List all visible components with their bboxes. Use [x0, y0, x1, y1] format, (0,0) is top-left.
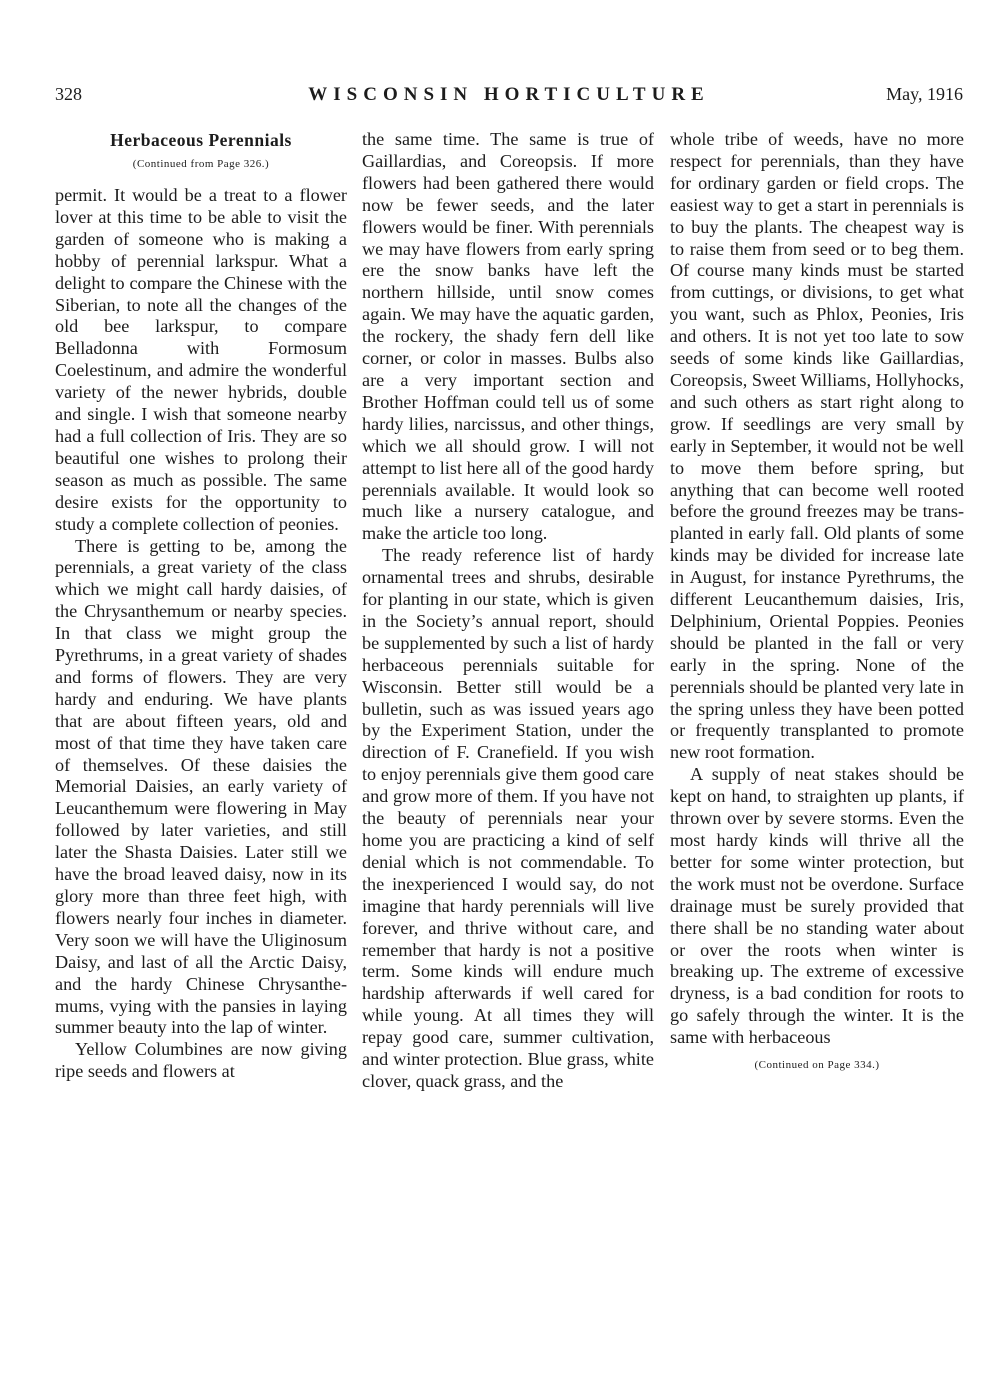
- article-title: Herbaceous Perennials: [110, 130, 292, 150]
- continued-from-note: (Continued from Page 326.): [132, 158, 270, 170]
- column-1: [55, 129, 347, 1083]
- paragraph: A supply of neat stakes should be kept on hand, to straighten up plants, if thrown over by severe storms. Even the most hardy kinds will thrive all the better for some winter protection, but the work must not be overdone. Surface drainage must be surely provided that there shall be no standing water about or over the roots when winter is breaking up. The extreme of excessive dryness, is a bad condition for roots to go safely through the winter. It is the same with herbaceous: [670, 764, 964, 1048]
- paragraph: There is getting to be, among the perennials, a great variety of the class which we might call hardy daisies, of the Chrysanthemum or nearby species. In that class we might group the Pyrethrums, in a great variety of shades and forms of flowers. They are very hardy and enduring. We have plants that are about fifteen years, old and most of that time they have taken care of themselves. Of these daisies the Memorial Daisies, an early variety of Leucanthemum were flowering in May followed by later varieties, and still later the Shasta Daisies. Later still we have the broad leaved daisy, now in its glory more than three feet high, with flowers nearly four inches in diameter. Very soon we will have the Uliginosum Daisy, and last of all the Arctic Daisy, and the hardy Chinese Chrysanthemums, vying with the pansies in laying summer beauty into the lap of winter.: [55, 535, 347, 1038]
- paragraph: The ready reference list of hardy ornamental trees and shrubs, desirable for planting in our state, which is given in the Society’s annual report, should be supplemented by such a list of hardy herbaceous perennials suitable for Wisconsin. Better still would be a bulletin, such as was issued years ago by the Experiment Station, under the direction of F. Cranefield. If you wish to enjoy perennials give them good care and grow more of them. If you have not the beauty of perennials near your home you are practicing a kind of self denial which is not commendable. To the inexperienced I would say, do not imagine that hardy perennials will live forever, and thrive without care, and remember that hardy is not a positive term. Some kinds will endure much hardship afterwards if well cared for while young. At all times they will repay good care, summer cultivation, and winter protection. Blue grass, white clover, quack grass, and the: [362, 545, 654, 1091]
- paragraph: permit. It would be a treat to a flower lover at this time to be able to visit the garden of someone who is making a hobby of perennial larkspur. What a delight to compare the Chinese with the Siberian, to note all the changes of the old bee larkspur, to compare Belladonna with Formosum Coelestinum, and admire the wonderful variety of the newer hybrids, double and single. I wish that someone nearby had a full collection of Iris. They are so beautiful one wishes to prolong their season as much as possible. The same desire exists for the opportunity to study a complete collection of peonies.: [55, 185, 347, 534]
- column-3: [670, 129, 964, 1073]
- page-number: 328: [55, 84, 82, 104]
- continued-on-note: (Continued on Page 334.): [754, 1059, 880, 1072]
- paragraph: Yellow Columbines are now giving ripe seeds and flowers at: [55, 1039, 347, 1082]
- paragraph: whole tribe of weeds, have no more respect for perennials, than they have for ordinary garden or field crops. The easiest way to get a start in perennials is to buy the plants. The cheapest way is to raise them from seed or to beg them. Of course many kinds must be started from cuttings, or divisions, to get what you want, such as Phlox, Peonies, Iris and others. It is not yet too late to sow seeds of some kinds like Gaillardias, Coreopsis, Sweet Williams, Hollyhocks, and such others as start right along to grow. If seedlings are very small by early in September, it would not be well to move them before spring, but anything that can become well rooted before the ground freezes may be transplanted in early fall. Old plants of some kinds may be divided for increase late in August, for instance Pyrethrums, the different Leucanthemum daisies, Iris, Delphinium, Oriental Poppies. Peonies should be planted in the fall or very early in the spring. None of the perennials should be planted very late in the spring unless they have been potted or frequently transplanted to promote new root formation.: [670, 129, 964, 763]
- page-header: [55, 84, 963, 114]
- issue-date: May, 1916: [886, 84, 963, 104]
- journal-title: WISCONSIN HORTICULTURE: [308, 84, 710, 105]
- column-2: [362, 129, 654, 1093]
- paragraph: the same time. The same is true of Gaillardias, and Coreopsis. If more flowers had been gathered there would now be fewer seeds, and the later flowers would be finer. With perennials we may have flowers from early spring ere the snow banks have left the northern hillside, until snow comes again. We may have the aquatic garden, the rockery, the shady fern dell like corner, or color in masses. Bulbs also are a very important section and Brother Hoffman could tell us of some hardy lilies, narcissus, and other things, which we all should grow. I will not attempt to list here all of the good hardy perennials available. It would look so much like a nursery catalogue, and make the article too long.: [362, 129, 654, 544]
